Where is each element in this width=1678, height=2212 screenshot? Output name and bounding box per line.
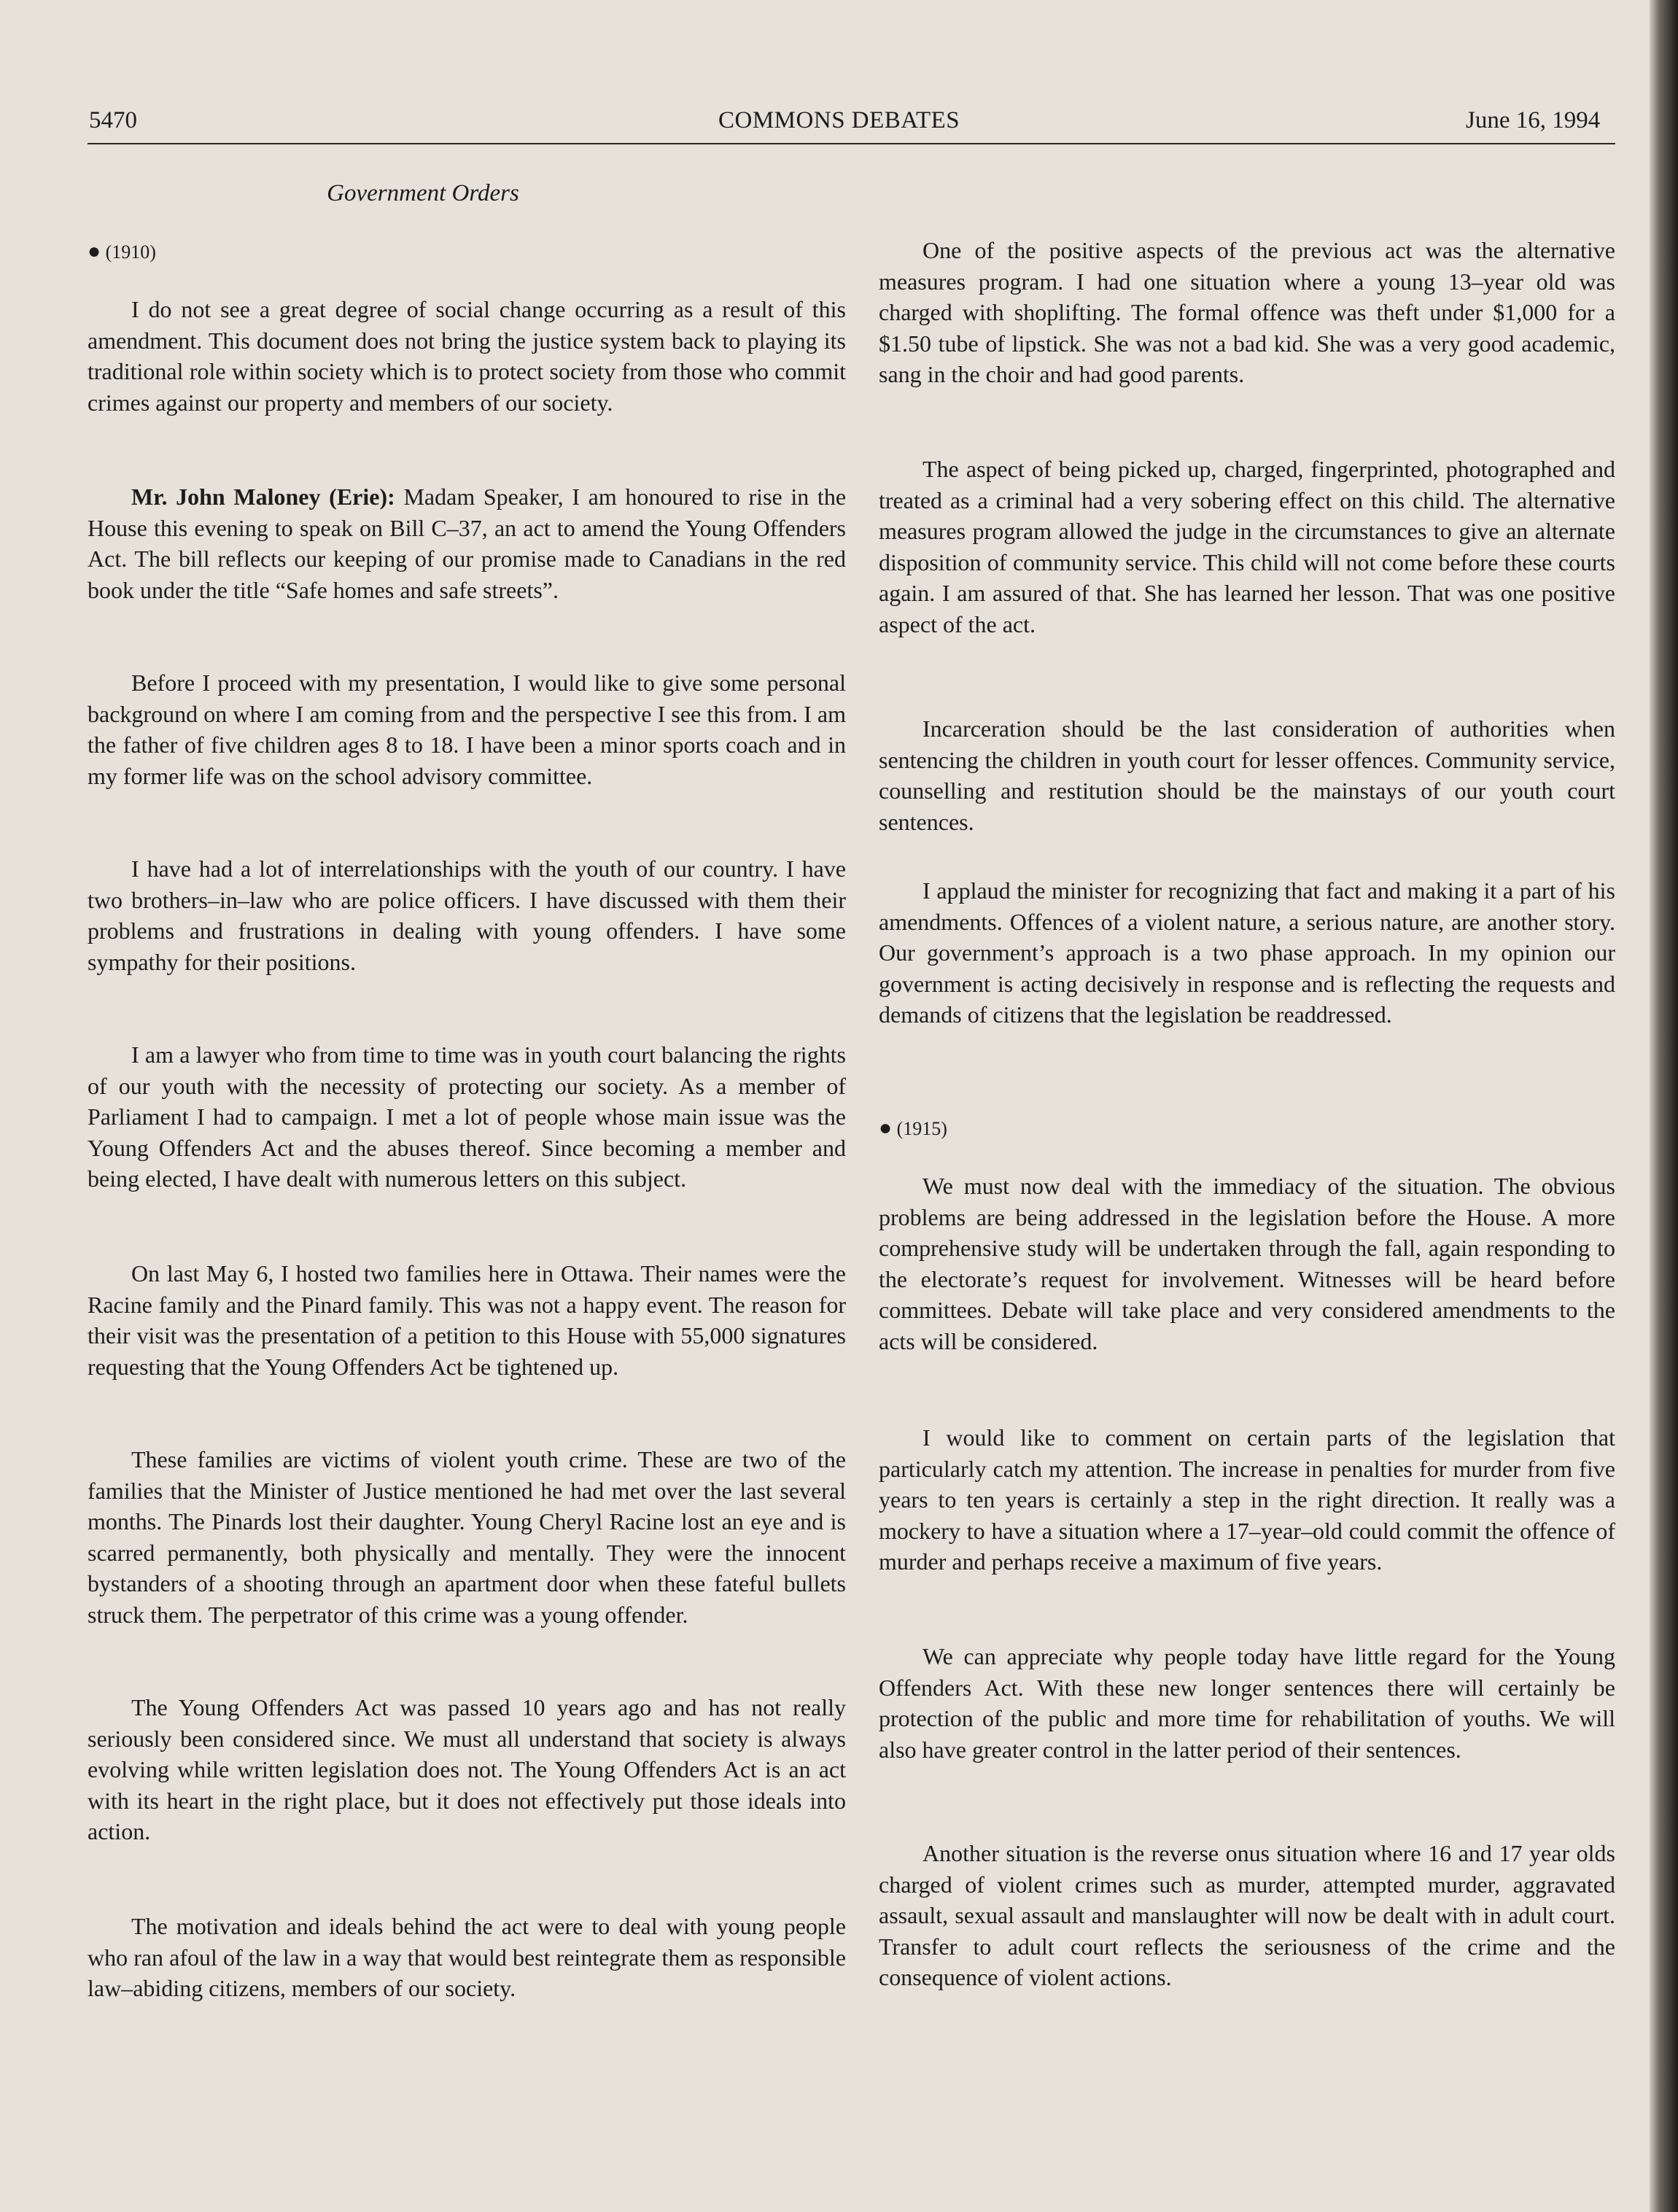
time-marker-label: (1915): [896, 1118, 947, 1139]
bullet-icon: ●: [879, 1116, 893, 1140]
time-marker: [879, 1116, 947, 1141]
paragraph: These families are victims of violent youth crime. These are two of the families that the Minister of Justice mentioned he had met over the last several months. The Pinards lost their daughter. Young Cheryl Racine lost an eye and is scarred permanently, both physically and mentally. They were the innocent bystanders of a shooting through an apartment door when these fateful bullets struck them. The perpetrator of this crime was a young offender.: [88, 1446, 846, 1628]
speaker-name: Mr. John Maloney (Erie):: [131, 484, 395, 510]
header-rule: [88, 143, 1615, 144]
paragraph: I am a lawyer who from time to time was in youth court balancing the rights of our youth with the necessity of protecting our society. As a member of Parliament I had to campaign. I met a lot of people whose main issue was the Young Offenders Act and the abuses thereof. Since becoming a member and being elected, I have dealt with numerous letters on this subject.: [88, 1041, 846, 1192]
paragraph: Another situation is the reverse onus situation where 16 and 17 year olds charged of violent crimes such as murder, attempted murder, aggravated assault, sexual assault and manslaughter will now be dealt with in adult court. Transfer to adult court reflects the seriousness of the crime and the consequence of violent actions.: [879, 1840, 1615, 1990]
paragraph: We must now deal with the immediacy of the situation. The obvious problems are being addressed in the legislation before the House. A more comprehensive study will be undertaken through the fall, again responding to the electorate’s request for involvement. Witnesses will be heard before committees. Debate will take place and very considered amendments to the acts will be considered.: [879, 1173, 1615, 1354]
paragraph: We can appreciate why people today have little regard for the Young Offenders Act. With these new longer sentences there will certainly be protection of the public and more time for rehabilitation of youths. We will also have greater control in the latter period of their sentences.: [879, 1643, 1615, 1763]
paragraph: I do not see a great degree of social change occurring as a result of this amendment. This document does not bring the justice system back to playing its traditional role within society which is to protect society from those who commit crimes against our property and members of our society.: [88, 296, 846, 416]
paragraph: On last May 6, I hosted two families here in Ottawa. Their names were the Racine family and the Pinard family. This was not a happy event. The reason for their visit was the presentation of a petition to this House with 55,000 signatures requesting that the Young Offenders Act be tightened up.: [88, 1260, 846, 1380]
time-marker: [88, 239, 156, 265]
time-marker-label: (1910): [105, 241, 156, 263]
paragraph: I applaud the minister for recognizing that fact and making it a part of his amendments. Offences of a violent nature, a serious nature, are another story. Our government’s approach is a two phase approach. In my opinion our government is acting decisively in response and is reflecting the requests and demands of citizens that the legislation be readdressed.: [879, 877, 1615, 1028]
bullet-icon: ●: [88, 239, 101, 263]
paragraph: One of the positive aspects of the previous act was the alternative measures program. I had one situation where a young 13–year old was charged with shoplifting. The formal offence was theft under $1,000 for a $1.50 tube of lipstick. She was not a bad kid. She was a very good academic, sang in the choir and had good parents.: [879, 237, 1615, 387]
publication-title: COMMONS DEBATES: [718, 107, 960, 133]
page-number: 5470: [89, 107, 137, 133]
paragraph: [88, 481, 846, 605]
paragraph: Before I proceed with my presentation, I would like to give some personal background on where I am coming from and the perspective I see this from. I am the father of five children ages 8 to 18. I have been a minor sports coach and in my former life was on the school advisory committee.: [88, 670, 846, 789]
binding-shadow: [1650, 0, 1678, 2212]
paragraph-text: Madam Speaker, I am honoured to rise in the House this evening to speak on Bill C–37, an act to amend the Young Offenders Act. The bill reflects our keeping of our promise made to Canadians in the red book under the title “Safe homes and safe streets”.: [88, 484, 847, 603]
paragraph: The aspect of being picked up, charged, fingerprinted, photographed and treated as a criminal had a very sobering effect on this child. The alternative measures program allowed the judge in the circumstances to give an alternate disposition of community service. This child will not come before these courts again. I am assured of that. She has learned her lesson. That was one positive aspect of the act.: [879, 456, 1615, 637]
paragraph: Incarceration should be the last consideration of authorities when sentencing the children in youth court for lesser offences. Community service, counselling and restitution should be the mainstays of our youth court sentences.: [879, 715, 1615, 835]
sitting-date: June 16, 1994: [1466, 107, 1601, 133]
paragraph: I have had a lot of interrelationships with the youth of our country. I have two brothers–in–law who are police officers. I have discussed with them their problems and frustrations in dealing with young offenders. I have some sympathy for their positions.: [88, 855, 846, 975]
paragraph: The Young Offenders Act was passed 10 years ago and has not really seriously been considered since. We must all understand that society is always evolving while written legislation does not. The Young Offenders Act is an act with its heart in the right place, but it does not effectively put those ideals into action.: [88, 1694, 846, 1844]
section-title: Government Orders: [327, 180, 519, 206]
paragraph: The motivation and ideals behind the act were to deal with young people who ran afoul of the law in a way that would best reintegrate them as responsible law–abiding citizens, members of our society.: [88, 1913, 846, 2001]
paragraph: I would like to comment on certain parts of the legislation that particularly catch my attention. The increase in penalties for murder from five years to ten years is certainly a step in the right direction. It really was a mockery to have a situation where a 17–year–old could commit the offence of murder and perhaps receive a maximum of five years.: [879, 1424, 1615, 1575]
